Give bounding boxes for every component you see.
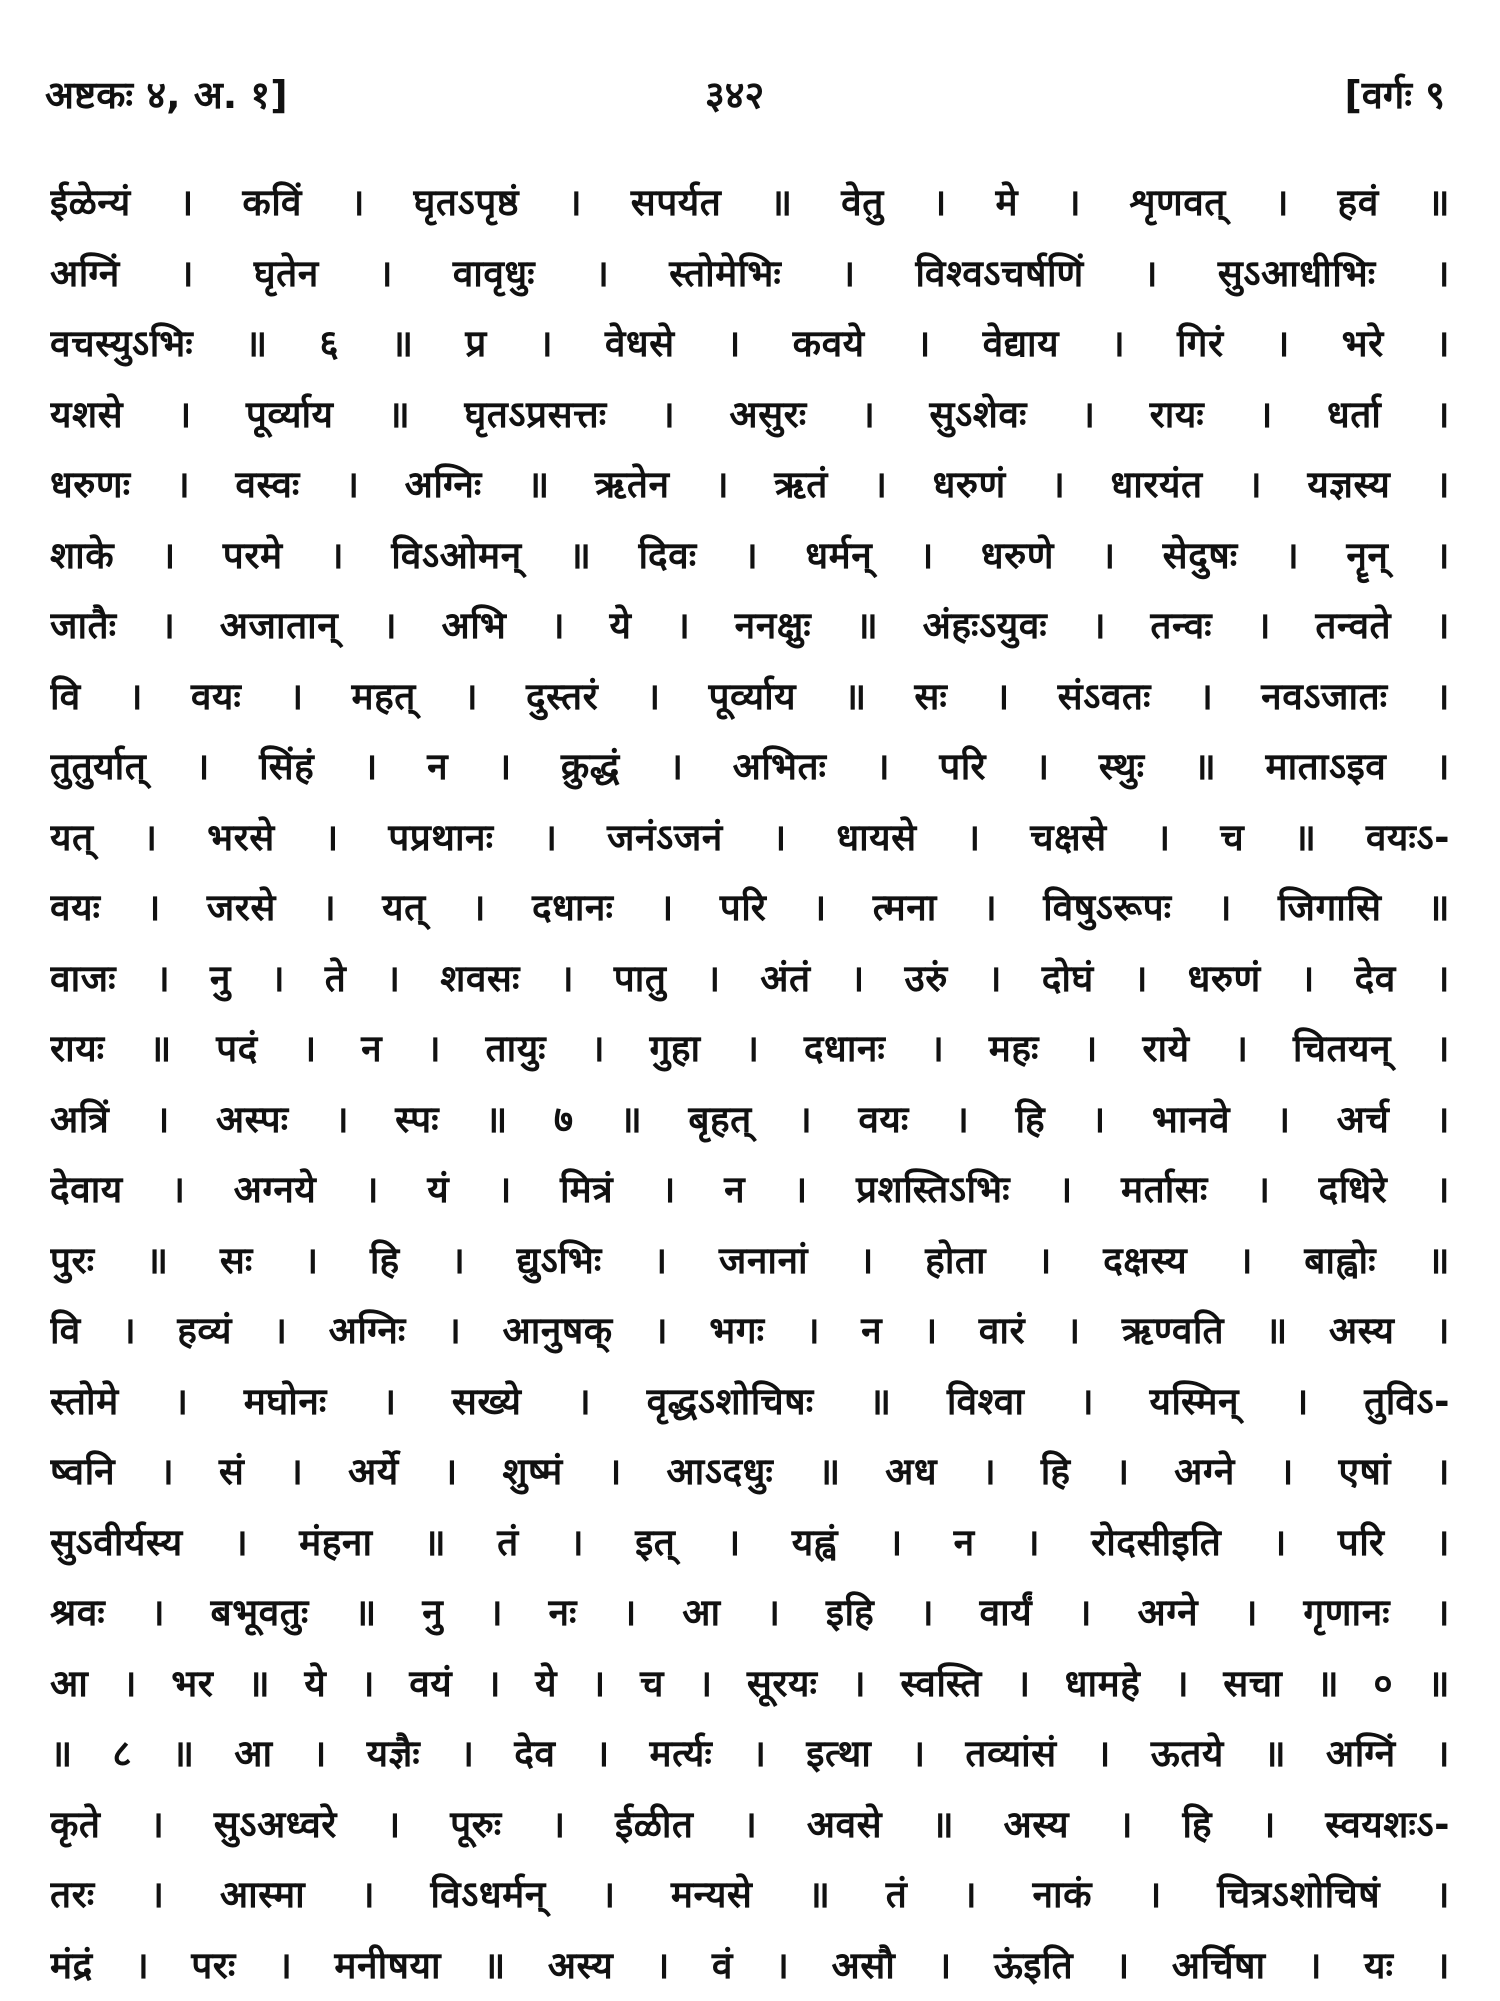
text-line: वचस्युऽभिः ॥ ६ ॥ प्र । वेधसे । कवये । वेद्याय । गिरं । भरे । xyxy=(50,309,1450,380)
text-line: आ । भर ॥ ये । वयं । ये । च । सूरयः । स्वस्ति । धामहे । सचा ॥ ० ॥ xyxy=(50,1649,1450,1720)
text-line: रायः ॥ पदं । न । तायुः । गुहा । दधानः । महः । राये । चितयन् । xyxy=(50,1014,1450,1085)
header-varga-reference: [वर्गः ९ xyxy=(1344,68,1445,120)
text-line: कृते । सुऽअध्वरे । पूरुः । ईळीत । अवसे ॥ अस्य । हि । स्वयशःऽ- xyxy=(50,1790,1450,1861)
text-line: मंद्रं । परः । मनीषया ॥ अस्य । वं । असौ । ऊंइति । अर्चिषा । यः । xyxy=(50,1931,1450,2001)
text-line: देवाय । अग्नये । यं । मित्रं । न । प्रशस्तिऽभिः । मर्तासः । दधिरे । xyxy=(50,1155,1450,1226)
text-line: ईळेन्यं । कविं । घृतऽपृष्ठं । सपर्यत ॥ वेतु । मे । शृणवत् । हवं ॥ xyxy=(50,168,1450,239)
page-header xyxy=(45,68,1445,138)
text-line: यत् । भरसे । पप्रथानः । जनंऽजनं । धायसे । चक्षसे । च ॥ वयःऽ- xyxy=(50,803,1450,874)
text-line: ष्वनि । सं । अर्ये । शुष्मं । आऽदधुः ॥ अध । हि । अग्ने । एषां । xyxy=(50,1437,1450,1508)
text-line: श्रवः । बभूवतुः ॥ नु । नः । आ । इहि । वार्यं । अग्ने । गृणानः । xyxy=(50,1578,1450,1649)
text-body xyxy=(50,168,1450,2001)
text-line: पुरः ॥ सः । हि । द्युऽभिः । जनानां । होता । दक्षस्य । बाह्वोः ॥ xyxy=(50,1226,1450,1297)
text-line: शाके । परमे । विऽओमन् ॥ दिवः । धर्मन् । धरुणे । सेदुषः । नॄन् । xyxy=(50,521,1450,592)
text-line: जातैः । अजातान् । अभि । ये । ननक्षुः ॥ अंहःऽयुवः । तन्वः । तन्वते । xyxy=(50,591,1450,662)
text-line: अत्रिं । अस्पः । स्पः ॥ ७ ॥ बृहत् । वयः । हि । भानवे । अर्च । xyxy=(50,1085,1450,1156)
text-line: वयः । जरसे । यत् । दधानः । परि । त्मना । विषुऽरूपः । जिगासि ॥ xyxy=(50,873,1450,944)
text-line: वाजः । नु । ते । शवसः । पातु । अंतं । उरुं । दोघं । धरुणं । देव । xyxy=(50,944,1450,1015)
text-line: तरः । आस्मा । विऽधर्मन् । मन्यसे ॥ तं । नाकं । चित्रऽशोचिषं । xyxy=(50,1860,1450,1931)
text-line: ॥ ८ ॥ आ । यज्ञैः । देव । मर्त्यः । इत्था । तव्यांसं । ऊतये ॥ अग्निं । xyxy=(50,1719,1450,1790)
text-line: धरुणः । वस्वः । अग्निः ॥ ऋतेन । ऋतं । धरुणं । धारयंत । यज्ञस्य । xyxy=(50,450,1450,521)
text-line: सुऽवीर्यस्य । मंहना ॥ तं । इत् । यह्वं । न । रोदसीइति । परि । xyxy=(50,1508,1450,1579)
text-line: स्तोमे । मघोनः । सख्ये । वृद्धऽशोचिषः ॥ विश्वा । यस्मिन् । तुविऽ- xyxy=(50,1367,1450,1438)
text-line: वि । हव्यं । अग्निः । आनुषक् । भगः । न । वारं । ऋण्वति ॥ अस्य । xyxy=(50,1296,1450,1367)
text-line: तुतुर्यात् । सिंहं । न । क्रुद्धं । अभितः । परि । स्थुः ॥ माताऽइव । xyxy=(50,732,1450,803)
text-line: अग्निं । घृतेन । वावृधुः । स्तोमेभिः । विश्वऽचर्षणिं । सुऽआधीभिः । xyxy=(50,239,1450,310)
text-line: वि । वयः । महत् । दुस्तरं । पूर्व्याय ॥ सः । संऽवतः । नवऽजातः । xyxy=(50,662,1450,733)
header-section-reference: अष्टकः ४, अ. १] xyxy=(45,68,288,120)
page-number: ३४२ xyxy=(705,68,764,120)
text-line: यशसे । पूर्व्याय ॥ घृतऽप्रसत्तः । असुरः । सुऽशेवः । रायः । धर्ता । xyxy=(50,380,1450,451)
